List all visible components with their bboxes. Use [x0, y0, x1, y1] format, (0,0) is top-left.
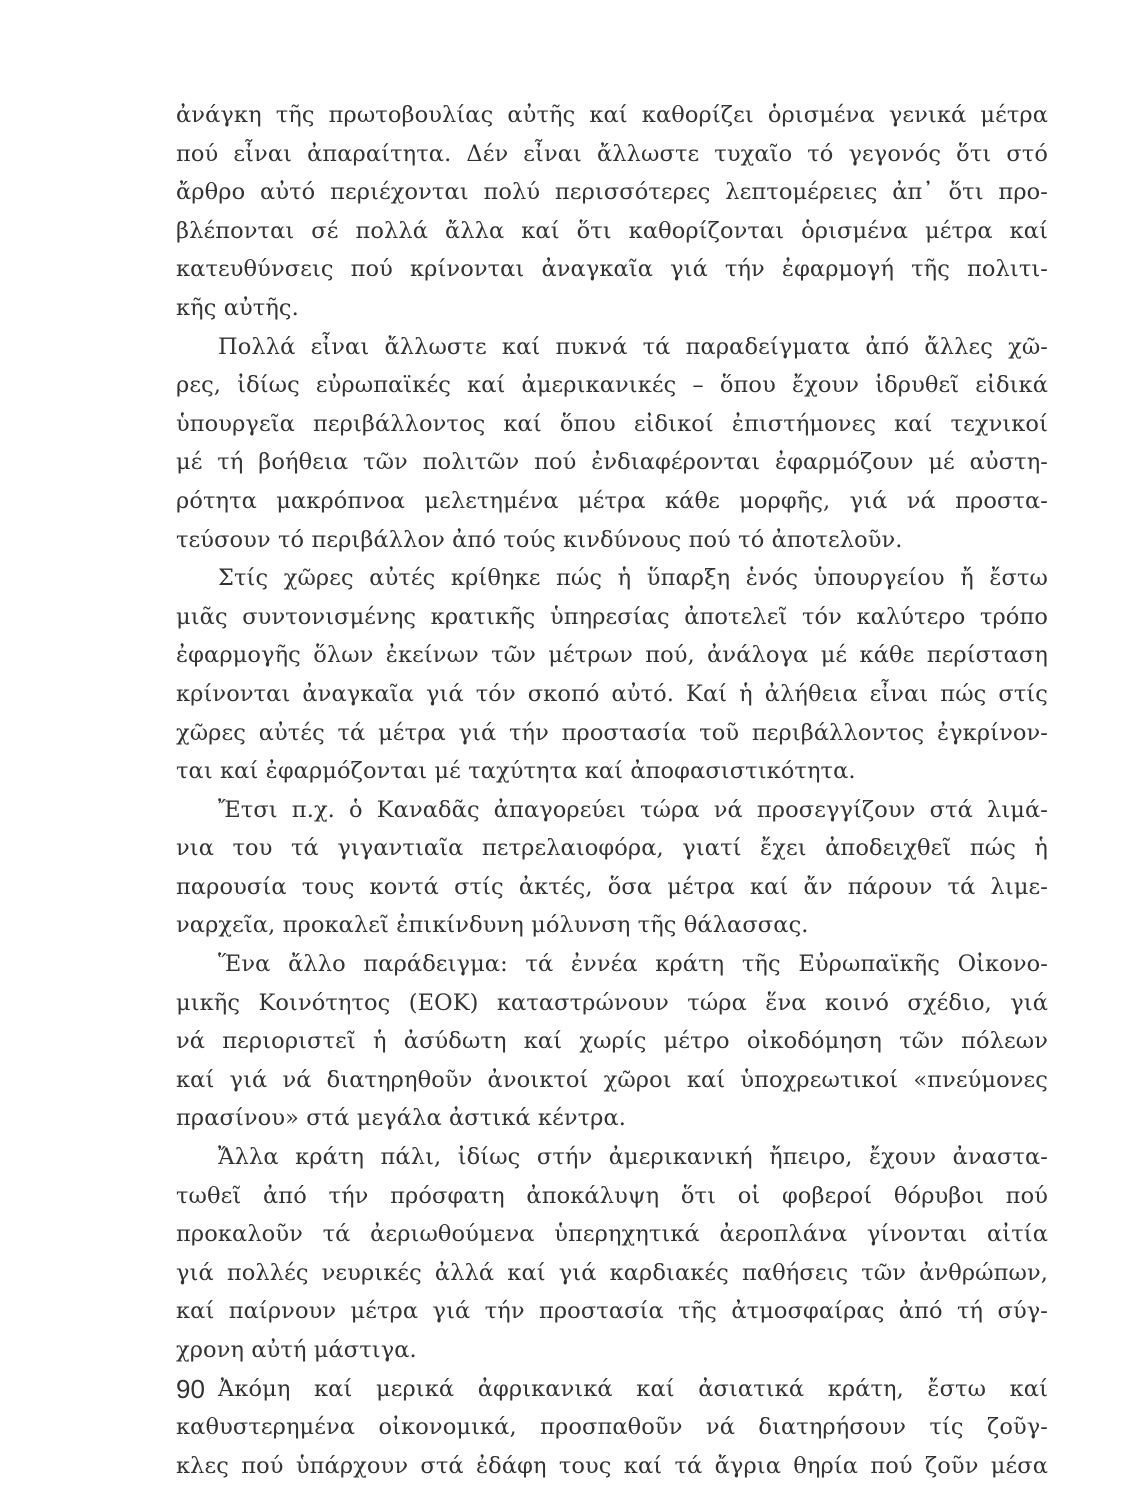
text-line: τεύσουν τό περιβάλλον ἀπό τούς κινδύνους πού τό ἀποτελοῦν.	[176, 526, 903, 553]
text-line: Ἕνα ἄλλο παράδειγμα: τά ἐννέα κράτη τῆς Εὐρωπαϊκῆς Οἰκονο-	[218, 951, 1048, 978]
text-line: γιά πολλές νευρικές ἀλλά καί γιά καρδιακές παθήσεις τῶν ἀνθρώπων,	[176, 1259, 1048, 1286]
text-line: ἄρθρο αὐτό περιέχονται πολύ περισσότερες λεπτομέρειες ἀπ᾽ ὅτι προ-	[176, 179, 1048, 206]
text-line: τωθεῖ ἀπό τήν πρόσφατη ἀποκάλυψη ὅτι οἱ φοβεροί θόρυβοι πού	[176, 1182, 1048, 1209]
text-line: Ἔτσι π.χ. ὁ Καναδᾶς ἀπαγορεύει τώρα νά προσεγγίζουν στά λιμά-	[218, 796, 1048, 823]
text-line: ὑπουργεῖα περιβάλλοντος καί ὅπου εἰδικοί ἐπιστήμονες καί τεχνικοί	[176, 410, 1048, 437]
text-line: χρονη αὐτή μάστιγα.	[176, 1337, 417, 1363]
text-line: παρουσία τους κοντά στίς ἀκτές, ὅσα μέτρα καί ἄν πάρουν τά λιμε-	[176, 873, 1048, 900]
text-line: ἐφαρμογῆς ὅλων ἐκείνων τῶν μέτρων πού, ἀνάλογα μέ κάθε περίσταση	[176, 642, 1048, 669]
text-line: καθυστερημένα οἰκονομικά, προσπαθοῦν νά διατηρήσουν τίς ζοῦγ-	[176, 1414, 1048, 1441]
text-line: καί παίρνουν μέτρα γιά τήν προστασία τῆς ἀτμοσφαίρας ἀπό τή σύγ-	[176, 1298, 1048, 1325]
text-line: ρες, ἰδίως εὐρωπαϊκές καί ἀμερικανικές – ὅπου ἔχουν ἱδρυθεῖ εἰδικά	[176, 372, 1048, 399]
text-line: κῆς αὐτῆς.	[176, 294, 299, 321]
text-line: βλέπονται σέ πολλά ἄλλα καί ὅτι καθορίζονται ὁρισμένα μέτρα καί	[176, 217, 1048, 244]
text-line: κλες πού ὑπάρχουν στά ἐδάφη τους καί τά ἄγρια θηρία πού ζοῦν μέσα	[176, 1452, 1048, 1479]
text-line: κρίνονται ἀναγκαῖα γιά τόν σκοπό αὐτό. Καί ἡ ἀλήθεια εἶναι πώς στίς	[176, 680, 1048, 707]
text-line: κατευθύνσεις πού κρίνονται ἀναγκαῖα γιά τήν ἐφαρμογή τῆς πολιτι-	[176, 256, 1048, 283]
text-line: ναρχεῖα, προκαλεῖ ἐπικίνδυνη μόλυνση τῆς θάλασσας.	[176, 912, 809, 939]
body-text	[176, 96, 1048, 1485]
text-line: χῶρες αὐτές τά μέτρα γιά τήν προστασία τοῦ περιβάλλοντος ἐγκρίνον-	[176, 719, 1048, 746]
text-line: ρότητα μακρόπνοα μελετημένα μέτρα κάθε μορφῆς, γιά νά προστα-	[176, 487, 1048, 514]
text-line: νια του τά γιγαντιαῖα πετρελαιοφόρα, γιατί ἔχει ἀποδειχθεῖ πώς ἡ	[176, 835, 1048, 862]
text-line: μέ τή βοήθεια τῶν πολιτῶν πού ἐνδιαφέρονται ἐφαρμόζουν μέ αὐστη-	[176, 449, 1048, 476]
text-line: Ἀκόμη καί μερικά ἀφρικανικά καί ἀσιατικά κράτη, ἔστω καί	[218, 1375, 1048, 1402]
text-line: Στίς χῶρες αὐτές κρίθηκε πώς ἡ ὕπαρξη ἑνός ὑπουργείου ἤ ἔστω	[218, 565, 1048, 592]
text-line: ἀνάγκη τῆς πρωτοβουλίας αὐτῆς καί καθορίζει ὁρισμένα γενικά μέτρα	[176, 102, 1048, 128]
text-line: προκαλοῦν τά ἀεριωθούμενα ὑπερηχητικά ἀεροπλάνα γίνονται αἰτία	[176, 1221, 1048, 1248]
text-line: ται καί ἐφαρμόζονται μέ ταχύτητα καί ἀποφασιστικότητα.	[176, 758, 856, 785]
text-line: πρασίνου» στά μεγάλα ἀστικά κέντρα.	[176, 1105, 627, 1132]
page-number: 90	[176, 1374, 205, 1404]
text-line: καί γιά νά διατηρηθοῦν ἀνοικτοί χῶροι καί ὑποχρεωτικοί «πνεύμονες	[176, 1066, 1048, 1093]
text-line: πού εἶναι ἀπαραίτητα. Δέν εἶναι ἄλλωστε τυχαῖο τό γεγονός ὅτι στό	[176, 140, 1048, 167]
text-line: μικῆς Κοινότητος (ΕΟΚ) καταστρώνουν τώρα ἕνα κοινό σχέδιο, γιά	[176, 989, 1048, 1016]
text-line: Ἄλλα κράτη πάλι, ἰδίως στήν ἀμερικανική ἤπειρο, ἔχουν ἀναστα-	[218, 1144, 1048, 1171]
text-line: μιᾶς συντονισμένης κρατικῆς ὑπηρεσίας ἀποτελεῖ τόν καλύτερο τρόπο	[176, 603, 1048, 630]
text-line: νά περιοριστεῖ ἡ ἀσύδωτη καί χωρίς μέτρο οἰκοδόμηση τῶν πόλεων	[176, 1028, 1048, 1055]
text-line: Πολλά εἶναι ἄλλωστε καί πυκνά τά παραδείγματα ἀπό ἄλλες χῶ-	[218, 333, 1048, 360]
